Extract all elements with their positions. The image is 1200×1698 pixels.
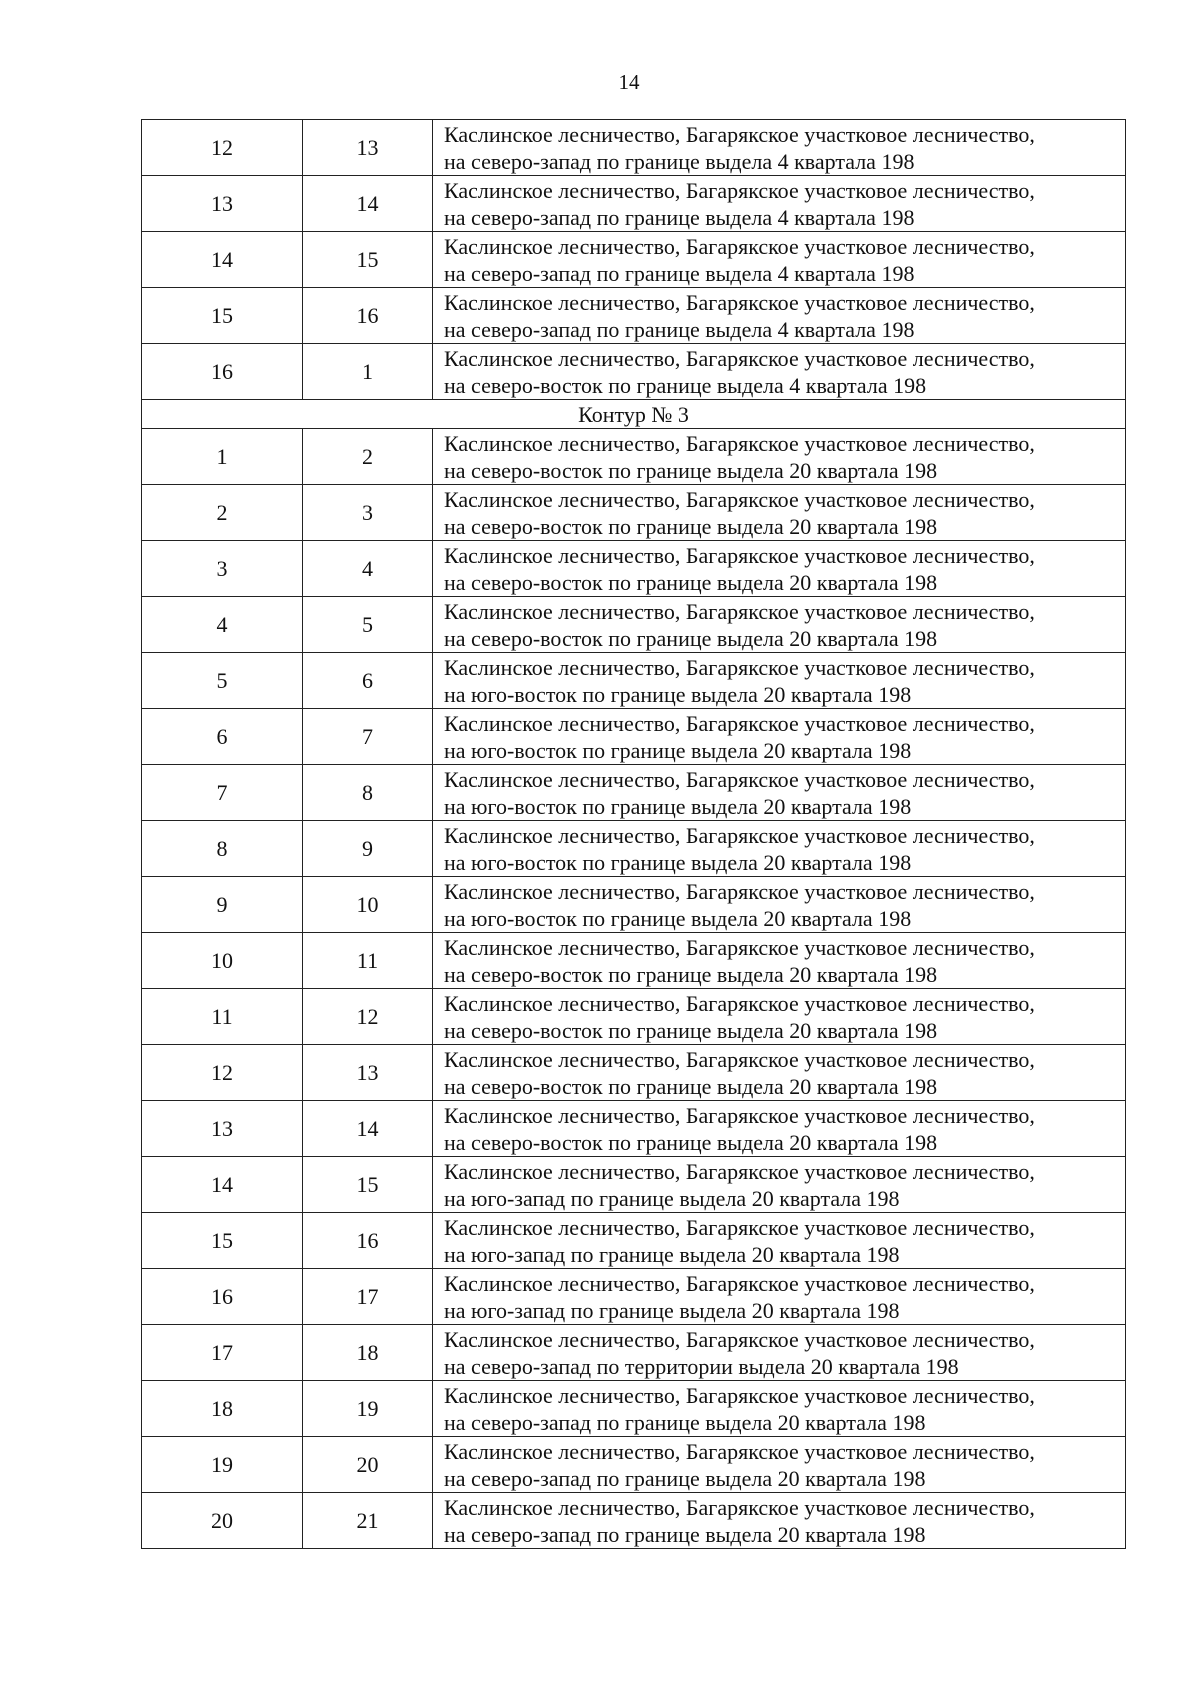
boundary-description <box>433 1157 1126 1213</box>
description-line-1: Каслинское лесничество, Багарякское участковое лесничество, <box>444 1326 1035 1352</box>
contour-heading-row <box>142 400 1126 429</box>
table-row <box>142 1101 1126 1157</box>
point-from: 12 <box>142 1045 303 1101</box>
description-line-1: Каслинское лесничество, Багарякское участковое лесничество, <box>444 598 1035 624</box>
table-row <box>142 653 1126 709</box>
description-line-2: на северо-восток по границе выдела 20 квартала 198 <box>444 457 938 483</box>
table-row <box>142 429 1126 485</box>
description-line-1: Каслинское лесничество, Багарякское участковое лесничество, <box>444 121 1035 147</box>
boundary-description <box>433 344 1126 400</box>
description-line-2: на северо-запад по границе выдела 20 квартала 198 <box>444 1409 926 1435</box>
point-to: 4 <box>303 541 433 597</box>
point-from: 16 <box>142 344 303 400</box>
description-line-2: на юго-восток по границе выдела 20 квартала 198 <box>444 737 912 763</box>
table-row <box>142 765 1126 821</box>
table-row <box>142 541 1126 597</box>
description-line-1: Каслинское лесничество, Багарякское участковое лесничество, <box>444 766 1035 792</box>
point-to: 16 <box>303 288 433 344</box>
description-line-1: Каслинское лесничество, Багарякское участковое лесничество, <box>444 233 1035 259</box>
point-from: 1 <box>142 429 303 485</box>
description-line-1: Каслинское лесничество, Багарякское участковое лесничество, <box>444 1046 1035 1072</box>
description-line-1: Каслинское лесничество, Багарякское участковое лесничество, <box>444 1270 1035 1296</box>
description-line-1: Каслинское лесничество, Багарякское участковое лесничество, <box>444 345 1035 371</box>
point-to: 17 <box>303 1269 433 1325</box>
boundary-description <box>433 176 1126 232</box>
description-line-1: Каслинское лесничество, Багарякское участковое лесничество, <box>444 1438 1035 1464</box>
table-row <box>142 1493 1126 1549</box>
point-from: 18 <box>142 1381 303 1437</box>
table-row <box>142 821 1126 877</box>
point-to: 15 <box>303 232 433 288</box>
description-line-2: на северо-запад по территории выдела 20 квартала 198 <box>444 1353 959 1379</box>
boundary-description <box>433 821 1126 877</box>
point-to: 1 <box>303 344 433 400</box>
table-row <box>142 1157 1126 1213</box>
point-from: 5 <box>142 653 303 709</box>
point-to: 11 <box>303 933 433 989</box>
point-to: 7 <box>303 709 433 765</box>
table-row <box>142 485 1126 541</box>
boundary-description <box>433 1493 1126 1549</box>
table-row <box>142 1325 1126 1381</box>
description-line-1: Каслинское лесничество, Багарякское участковое лесничество, <box>444 289 1035 315</box>
description-line-1: Каслинское лесничество, Багарякское участковое лесничество, <box>444 710 1035 736</box>
description-line-2: на северо-восток по границе выдела 20 квартала 198 <box>444 1017 938 1043</box>
description-line-2: на юго-восток по границе выдела 20 квартала 198 <box>444 793 912 819</box>
boundary-description <box>433 288 1126 344</box>
description-line-1: Каслинское лесничество, Багарякское участковое лесничество, <box>444 430 1035 456</box>
point-from: 11 <box>142 989 303 1045</box>
point-from: 19 <box>142 1437 303 1493</box>
point-from: 9 <box>142 877 303 933</box>
description-line-1: Каслинское лесничество, Багарякское участковое лесничество, <box>444 1382 1035 1408</box>
point-to: 2 <box>303 429 433 485</box>
boundary-description <box>433 485 1126 541</box>
point-to: 14 <box>303 1101 433 1157</box>
table-row <box>142 232 1126 288</box>
boundary-description <box>433 1101 1126 1157</box>
point-from: 20 <box>142 1493 303 1549</box>
point-to: 13 <box>303 120 433 176</box>
point-to: 5 <box>303 597 433 653</box>
table-row <box>142 933 1126 989</box>
point-to: 20 <box>303 1437 433 1493</box>
point-from: 3 <box>142 541 303 597</box>
boundary-description <box>433 120 1126 176</box>
boundary-description <box>433 877 1126 933</box>
boundary-description <box>433 765 1126 821</box>
point-to: 15 <box>303 1157 433 1213</box>
boundary-description <box>433 1213 1126 1269</box>
description-line-2: на северо-запад по границе выдела 4 квартала 198 <box>444 260 915 286</box>
description-line-2: на северо-восток по границе выдела 20 квартала 198 <box>444 625 938 651</box>
point-from: 15 <box>142 1213 303 1269</box>
boundary-description <box>433 232 1126 288</box>
description-line-1: Каслинское лесничество, Багарякское участковое лесничество, <box>444 934 1035 960</box>
point-to: 6 <box>303 653 433 709</box>
point-from: 10 <box>142 933 303 989</box>
description-line-2: на северо-восток по границе выдела 20 квартала 198 <box>444 1073 938 1099</box>
boundary-description <box>433 1269 1126 1325</box>
table-row <box>142 344 1126 400</box>
description-line-1: Каслинское лесничество, Багарякское участковое лесничество, <box>444 542 1035 568</box>
description-line-2: на юго-запад по границе выдела 20 квартала 198 <box>444 1185 900 1211</box>
point-to: 10 <box>303 877 433 933</box>
table-row <box>142 120 1126 176</box>
boundary-table <box>141 119 1126 1549</box>
table-row <box>142 1437 1126 1493</box>
description-line-1: Каслинское лесничество, Багарякское участковое лесничество, <box>444 177 1035 203</box>
boundary-description <box>433 1325 1126 1381</box>
description-line-1: Каслинское лесничество, Багарякское участковое лесничество, <box>444 990 1035 1016</box>
point-to: 8 <box>303 765 433 821</box>
description-line-1: Каслинское лесничество, Багарякское участковое лесничество, <box>444 822 1035 848</box>
boundary-description <box>433 597 1126 653</box>
description-line-2: на северо-запад по границе выдела 20 квартала 198 <box>444 1465 926 1491</box>
point-from: 4 <box>142 597 303 653</box>
description-line-2: на юго-запад по границе выдела 20 квартала 198 <box>444 1297 900 1323</box>
table-row <box>142 1269 1126 1325</box>
point-from: 2 <box>142 485 303 541</box>
point-from: 14 <box>142 232 303 288</box>
point-to: 18 <box>303 1325 433 1381</box>
boundary-description <box>433 541 1126 597</box>
description-line-2: на юго-запад по границе выдела 20 квартала 198 <box>444 1241 900 1267</box>
boundary-description <box>433 933 1126 989</box>
description-line-2: на юго-восток по границе выдела 20 квартала 198 <box>444 849 912 875</box>
boundary-description <box>433 1437 1126 1493</box>
point-to: 3 <box>303 485 433 541</box>
point-from: 16 <box>142 1269 303 1325</box>
table-row <box>142 597 1126 653</box>
boundary-description <box>433 709 1126 765</box>
table-body <box>142 120 1126 1549</box>
point-from: 8 <box>142 821 303 877</box>
point-to: 21 <box>303 1493 433 1549</box>
table-row <box>142 1381 1126 1437</box>
description-line-1: Каслинское лесничество, Багарякское участковое лесничество, <box>444 1158 1035 1184</box>
description-line-2: на северо-восток по границе выдела 20 квартала 198 <box>444 1129 938 1155</box>
point-from: 13 <box>142 176 303 232</box>
description-line-1: Каслинское лесничество, Багарякское участковое лесничество, <box>444 1494 1035 1520</box>
description-line-2: на северо-восток по границе выдела 20 квартала 198 <box>444 961 938 987</box>
point-from: 7 <box>142 765 303 821</box>
boundary-description <box>433 1381 1126 1437</box>
description-line-2: на северо-запад по границе выдела 4 квартала 198 <box>444 204 915 230</box>
table-row <box>142 288 1126 344</box>
point-from: 6 <box>142 709 303 765</box>
point-from: 17 <box>142 1325 303 1381</box>
point-from: 14 <box>142 1157 303 1213</box>
description-line-2: на северо-запад по границе выдела 4 квартала 198 <box>444 148 915 174</box>
page-number: 14 <box>618 70 640 94</box>
boundary-description <box>433 429 1126 485</box>
description-line-2: на юго-восток по границе выдела 20 квартала 198 <box>444 905 912 931</box>
boundary-description <box>433 1045 1126 1101</box>
contour-heading: Контур № 3 <box>142 400 1126 429</box>
table-row <box>142 1213 1126 1269</box>
point-from: 15 <box>142 288 303 344</box>
description-line-1: Каслинское лесничество, Багарякское участковое лесничество, <box>444 1214 1035 1240</box>
description-line-1: Каслинское лесничество, Багарякское участковое лесничество, <box>444 486 1035 512</box>
point-to: 19 <box>303 1381 433 1437</box>
description-line-1: Каслинское лесничество, Багарякское участковое лесничество, <box>444 654 1035 680</box>
boundary-description <box>433 653 1126 709</box>
table-row <box>142 1045 1126 1101</box>
boundary-description <box>433 989 1126 1045</box>
description-line-2: на северо-восток по границе выдела 20 квартала 198 <box>444 569 938 595</box>
table-row <box>142 709 1126 765</box>
point-to: 13 <box>303 1045 433 1101</box>
point-to: 12 <box>303 989 433 1045</box>
point-to: 16 <box>303 1213 433 1269</box>
table-row <box>142 877 1126 933</box>
point-from: 12 <box>142 120 303 176</box>
table-row <box>142 989 1126 1045</box>
point-to: 9 <box>303 821 433 877</box>
description-line-2: на северо-восток по границе выдела 20 квартала 198 <box>444 513 938 539</box>
point-to: 14 <box>303 176 433 232</box>
description-line-2: на северо-запад по границе выдела 4 квартала 198 <box>444 316 915 342</box>
description-line-1: Каслинское лесничество, Багарякское участковое лесничество, <box>444 1102 1035 1128</box>
description-line-2: на юго-восток по границе выдела 20 квартала 198 <box>444 681 912 707</box>
description-line-2: на северо-запад по границе выдела 20 квартала 198 <box>444 1521 926 1547</box>
table-row <box>142 176 1126 232</box>
point-from: 13 <box>142 1101 303 1157</box>
description-line-1: Каслинское лесничество, Багарякское участковое лесничество, <box>444 878 1035 904</box>
description-line-2: на северо-восток по границе выдела 4 квартала 198 <box>444 372 927 398</box>
